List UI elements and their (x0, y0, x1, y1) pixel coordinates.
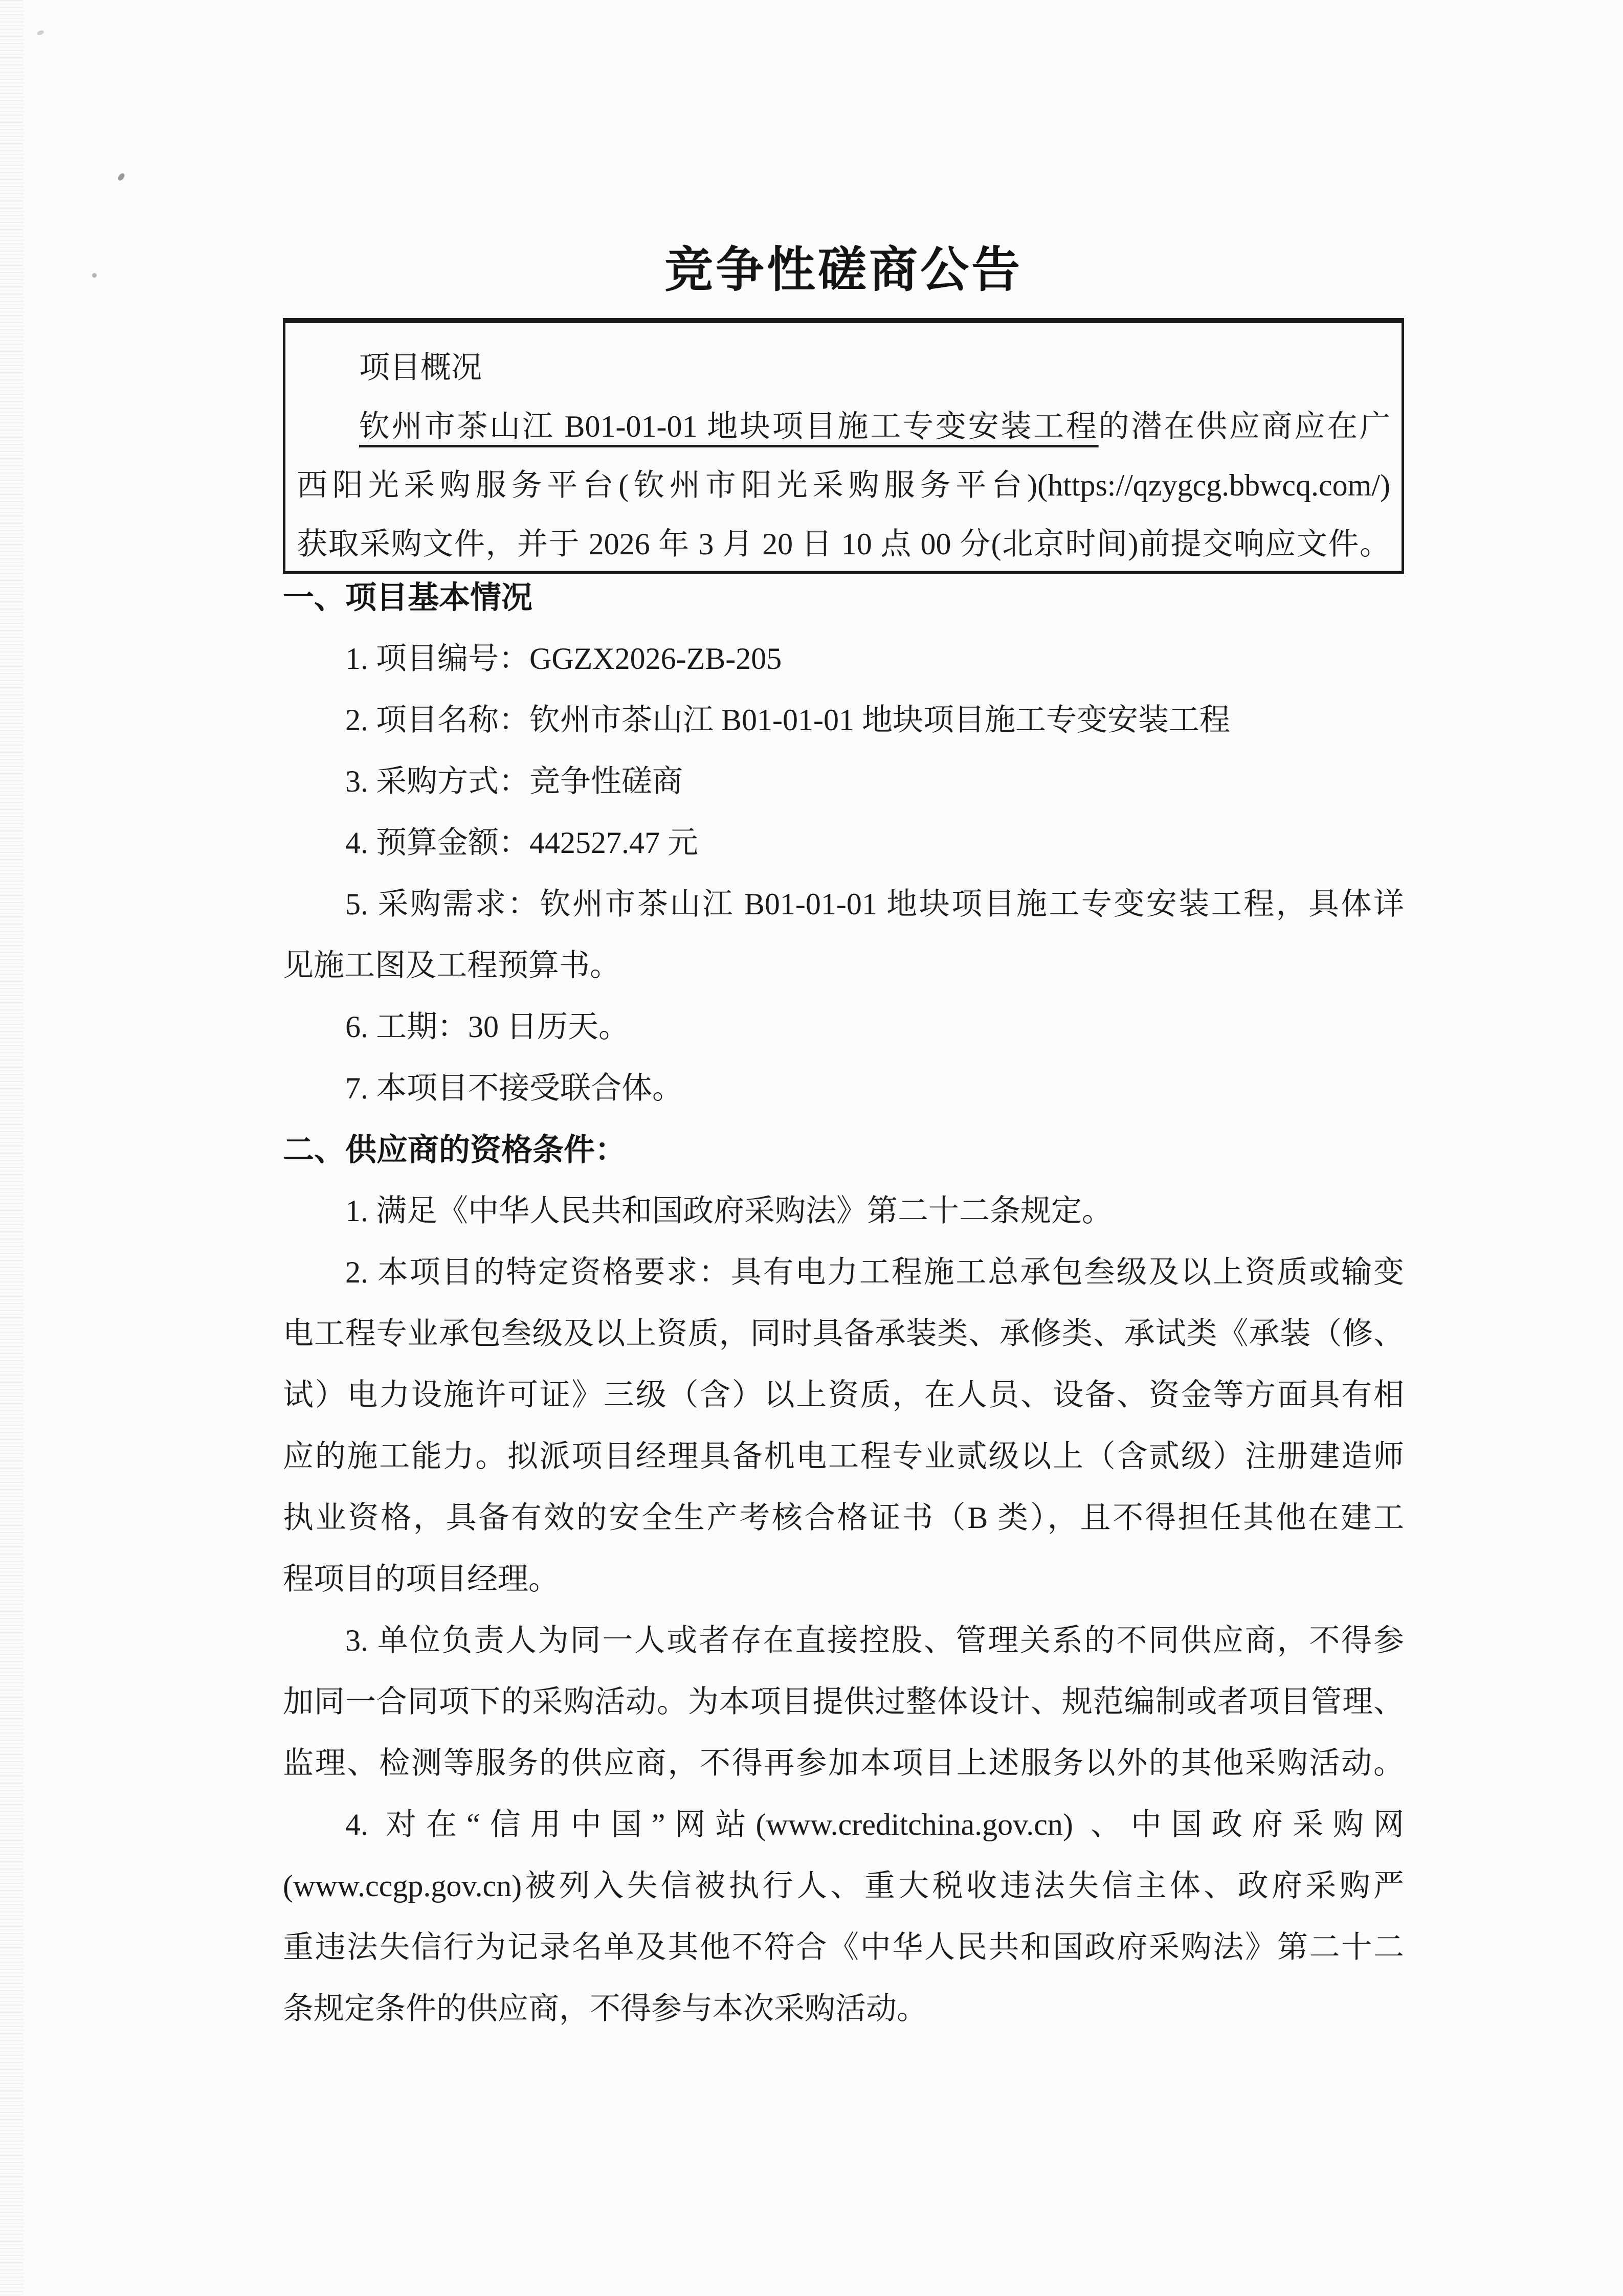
item-procurement-method: 3. 采购方式：竞争性磋商 (345, 764, 683, 798)
qualification-item2-line: 2. 本项目的特定资格要求：具有电力工程施工总承包叁级及以上资质或输变 (345, 1255, 1404, 1289)
qualification-item3-line: 加同一合同项下的采购活动。为本项目提供过整体设计、规范编制或者项目管理、 (283, 1685, 1404, 1719)
qualification-item2-line: 执业资格，具备有效的安全生产考核合格证书（B 类），且不得担任其他在建工 (283, 1501, 1404, 1535)
section2-heading: 二、供应商的资格条件： (283, 1132, 627, 1167)
overview-intro-line (297, 397, 1390, 456)
page-title: 竞争性磋商公告 (664, 243, 1022, 297)
qualification-item3-line: 监理、检测等服务的供应商，不得再参加本项目上述服务以外的其他采购活动。 (283, 1746, 1404, 1780)
project-overview-box (283, 318, 1404, 574)
document-body (283, 567, 1404, 2039)
item-budget: 4. 预算金额：442527.47 元 (345, 826, 698, 860)
qualification-item2-line: 试）电力设施许可证》三级（含）以上资质，在人员、设备、资金等方面具有相 (283, 1378, 1404, 1412)
item-duration: 6. 工期：30 日历天。 (345, 1010, 629, 1044)
qualification-item3-line: 3. 单位负责人为同一人或者存在直接控股、管理关系的不同供应商，不得参 (345, 1624, 1404, 1657)
overview-deadline-line: 获取采购文件，并于 2026 年 3 月 20 日 10 点 00 分(北京时间)前提交响应文件。 (297, 527, 1390, 561)
overview-platform-line: 西阳光采购服务平台(钦州市阳光采购服务平台)(https://qzygcg.bbwcq.com/) (297, 468, 1390, 502)
qualification-item2-line: 电工程专业承包叁级及以上资质，同时具备承装类、承修类、承试类《承装（修、 (283, 1317, 1404, 1350)
section1-heading: 一、项目基本情况 (283, 580, 533, 615)
qualification-item4-line: 4. 对在“信用中国”网站(www.creditchina.gov.cn) 、中国政府采购网 (345, 1808, 1404, 1841)
scan-speck (92, 273, 97, 278)
scan-noise-left-edge (0, 0, 24, 2296)
scan-speck (36, 30, 45, 36)
qualification-item1: 1. 满足《中华人民共和国政府采购法》第二十二条规定。 (345, 1194, 1113, 1228)
qualification-item2-line: 程项目的项目经理。 (283, 1562, 559, 1596)
overview-intro-rest: 的潜在供应商应在广 (1098, 410, 1391, 443)
underlined-project-name: 钦州市茶山江 B01-01-01 地块项目施工专变安装工程 (359, 410, 1099, 443)
qualification-item4-line: (www.ccgp.gov.cn)被列入失信被执行人、重大税收违法失信主体、政府采购严 (283, 1869, 1404, 1903)
scan-speck (117, 172, 126, 182)
overview-label: 项目概况 (359, 351, 482, 385)
item-demand-line-2: 见施工图及工程预算书。 (283, 949, 620, 982)
item-project-name: 2. 项目名称：钦州市茶山江 B01-01-01 地块项目施工专变安装工程 (345, 703, 1230, 737)
item-no-consortium: 7. 本项目不接受联合体。 (345, 1071, 683, 1105)
qualification-item2-line: 应的施工能力。拟派项目经理具备机电工程专业贰级以上（含贰级）注册建造师 (283, 1439, 1404, 1473)
item-demand-line-1: 5. 采购需求：钦州市茶山江 B01-01-01 地块项目施工专变安装工程，具体详 (345, 887, 1404, 921)
qualification-item4-line: 重违法失信行为记录名单及其他不符合《中华人民共和国政府采购法》第二十二 (283, 1930, 1404, 1964)
item-project-number: 1. 项目编号：GGZX2026-ZB-205 (345, 642, 782, 676)
qualification-item4-line: 条规定条件的供应商，不得参与本次采购活动。 (283, 1992, 927, 2025)
